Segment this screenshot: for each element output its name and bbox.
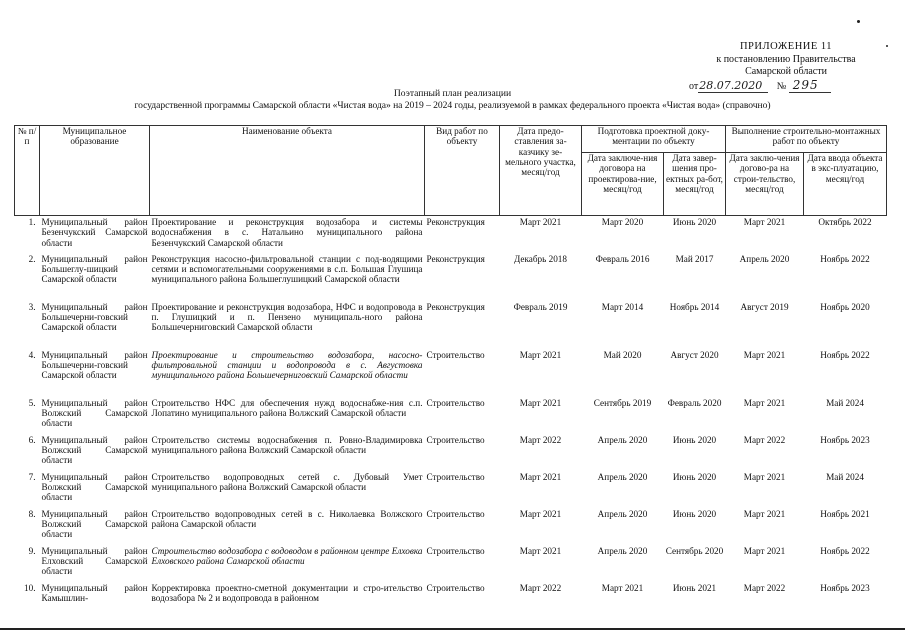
row-construction-contract: Март 2021 bbox=[743, 217, 786, 227]
table-row bbox=[15, 253, 887, 301]
row-design-end: Июнь 2020 bbox=[672, 434, 717, 445]
row-num: 5. bbox=[28, 397, 36, 408]
row-num: 10. bbox=[24, 582, 36, 593]
row-design-contract: Апрель 2020 bbox=[597, 508, 648, 519]
row-design-end: Июнь 2021 bbox=[672, 582, 717, 593]
row-object: Корректировка проектно-сметной документации и стро-ительство водозабора № 2 и водопровода в районном bbox=[151, 582, 423, 603]
row-design-end: Август 2020 bbox=[670, 349, 719, 360]
row-municipality: Муниципальный район Волжский Самарской области bbox=[41, 397, 148, 429]
table-header bbox=[15, 126, 887, 216]
row-land-date: Март 2021 bbox=[519, 545, 562, 556]
row-land-date: Декабрь 2018 bbox=[514, 253, 567, 264]
row-work-type: Строительство bbox=[426, 397, 485, 408]
row-municipality: Муниципальный район Большеглу-шицкий Самарской области bbox=[41, 253, 148, 285]
plan-title-line1: Поэтапный план реализации bbox=[393, 88, 512, 99]
table-row bbox=[15, 301, 887, 349]
row-construction-contract: Апрель 2020 bbox=[739, 253, 790, 264]
row-land-date: Февраль 2019 bbox=[513, 301, 568, 312]
row-municipality: Муниципальный район Волжский Самарской области bbox=[41, 508, 148, 540]
row-object: Строительство системы водоснабжения п. Ровно-Владимировка муниципального района Волжский Самарской области bbox=[151, 434, 423, 455]
table-row bbox=[15, 434, 887, 471]
handwritten-date: 28.07.2020 bbox=[698, 79, 768, 93]
header-num: № п/п bbox=[15, 126, 40, 216]
table-row bbox=[15, 582, 887, 622]
scan-bottom-edge bbox=[0, 628, 905, 630]
header-commissioning: Дата ввода объекта в экс-плуатацию, месяц/год bbox=[804, 153, 887, 216]
row-design-end: Июнь 2020 bbox=[672, 471, 717, 482]
header-land-date: Дата предо-ставления за-казчику зе-мельного участка, месяц/год bbox=[500, 126, 582, 216]
row-num: 3. bbox=[28, 301, 36, 312]
row-work-type: Строительство bbox=[426, 434, 485, 445]
table-body bbox=[15, 216, 887, 622]
row-design-contract: Март 2021 bbox=[601, 582, 644, 593]
row-construction-contract: Август 2019 bbox=[740, 301, 789, 312]
plan-title bbox=[0, 88, 905, 112]
header-design-end: Дата завер-шения про-ектных ра-бот, месяц/год bbox=[664, 153, 726, 216]
row-land-date: Март 2022 bbox=[519, 434, 562, 445]
row-commissioning: Ноябрь 2022 bbox=[820, 253, 870, 264]
row-commissioning: Октябрь 2022 bbox=[818, 217, 872, 227]
table-row bbox=[15, 508, 887, 545]
row-work-type: Реконструкция bbox=[426, 301, 485, 312]
row-design-end: Сентябрь 2020 bbox=[665, 545, 724, 556]
header-object: Наименование объекта bbox=[150, 126, 425, 216]
row-work-type: Строительство bbox=[426, 471, 485, 482]
row-object: Строительство НФС для обеспечения нужд водоснабже-ния с.п. Лопатино муниципального района Волжский Самарской области bbox=[151, 397, 423, 418]
row-num: 9. bbox=[28, 545, 36, 556]
table-row bbox=[15, 397, 887, 434]
row-design-contract: Февраль 2016 bbox=[595, 253, 650, 264]
row-municipality: Муниципальный район Большечерни-говский Самарской области bbox=[41, 349, 148, 381]
row-work-type: Строительство bbox=[426, 582, 485, 593]
row-design-end: Июнь 2020 bbox=[672, 217, 717, 227]
row-object: Проектирование и строительство водозабора, насосно-фильтровальной станции и водопровода в с. Августовка муниципального района Большечерниговский Самарской области bbox=[151, 349, 423, 381]
row-design-contract: Апрель 2020 bbox=[597, 434, 648, 445]
number-prefix: № bbox=[776, 80, 787, 92]
appendix-title: ПРИЛОЖЕНИЕ 11 bbox=[739, 41, 833, 52]
row-commissioning: Ноябрь 2020 bbox=[820, 301, 870, 312]
row-object: Строительство водопроводных сетей с. Дубовый Умет муниципального района Волжский Самарской области bbox=[151, 471, 423, 492]
row-object: Проектирование и реконструкция водозабора и системы водоснабжения в с. Натальино муниципального района Безенчукский Самарской области bbox=[151, 217, 423, 248]
row-design-contract: Май 2020 bbox=[603, 349, 642, 360]
header-design-group: Подготовка проектной доку-ментации по объекту bbox=[582, 126, 726, 153]
row-num: 6. bbox=[28, 434, 36, 445]
row-commissioning: Ноябрь 2023 bbox=[820, 582, 870, 593]
row-land-date: Март 2021 bbox=[519, 349, 562, 360]
row-construction-contract: Март 2021 bbox=[743, 349, 786, 360]
row-construction-contract: Март 2022 bbox=[743, 434, 786, 445]
row-work-type: Строительство bbox=[426, 508, 485, 519]
row-construction-contract: Март 2021 bbox=[743, 471, 786, 482]
row-land-date: Март 2022 bbox=[519, 582, 562, 593]
row-commissioning: Ноябрь 2021 bbox=[820, 508, 870, 519]
row-commissioning: Май 2024 bbox=[826, 397, 864, 408]
row-num: 1. bbox=[28, 217, 36, 227]
row-design-contract: Апрель 2020 bbox=[597, 545, 648, 556]
table-row bbox=[15, 545, 887, 582]
header-municipality: Муниципальное образование bbox=[40, 126, 150, 216]
row-land-date: Март 2021 bbox=[519, 508, 562, 519]
row-commissioning: Ноябрь 2022 bbox=[820, 545, 870, 556]
scan-speck bbox=[857, 20, 860, 23]
row-object: Проектирование и реконструкция водозабора, НФС и водопровода в п. Глушицкий и п. Пензено муниципаль-ного района Большечерниговский Самарской области bbox=[151, 301, 423, 333]
row-design-contract: Апрель 2020 bbox=[597, 471, 648, 482]
appendix-line: Самарской области bbox=[745, 66, 827, 77]
row-object: Строительство водопроводных сетей в с. Николаевка Волжского района Самарской области bbox=[151, 508, 423, 529]
header-design-contract: Дата заключе-ния договора на проектирова-ние, месяц/год bbox=[582, 153, 664, 216]
row-work-type: Строительство bbox=[426, 349, 485, 360]
table-row bbox=[15, 349, 887, 397]
row-object: Строительство водозабора с водоводом в районном центре Елховка Елховского района Самарской области bbox=[151, 545, 423, 566]
appendix-line: к постановлению Правительства bbox=[716, 53, 856, 65]
row-land-date: Март 2021 bbox=[519, 471, 562, 482]
row-design-end: Май 2017 bbox=[675, 253, 714, 264]
scan-speck bbox=[886, 45, 888, 47]
row-num: 8. bbox=[28, 508, 36, 519]
header-construction-contract: Дата заклю-чения догово-ра на строи-тельство, месяц/год bbox=[726, 153, 804, 216]
row-design-contract: Март 2020 bbox=[601, 217, 644, 227]
row-municipality: Муниципальный район Волжский Самарской области bbox=[41, 471, 148, 503]
row-num: 7. bbox=[28, 471, 36, 482]
date-prefix: от bbox=[689, 80, 699, 92]
handwritten-number: 295 bbox=[789, 78, 831, 93]
appendix-block bbox=[686, 41, 886, 93]
row-commissioning: Май 2024 bbox=[826, 471, 864, 482]
row-land-date: Март 2021 bbox=[519, 217, 562, 227]
row-municipality: Муниципальный район Камышлин- bbox=[41, 582, 148, 603]
row-municipality: Муниципальный район Безенчукский Самарской области bbox=[41, 217, 148, 248]
table-row bbox=[15, 471, 887, 508]
row-design-end: Июнь 2020 bbox=[672, 508, 717, 519]
row-commissioning: Ноябрь 2022 bbox=[820, 349, 870, 360]
row-object: Реконструкция насосно-фильтровальной станции с под-водящими сетями и вспомогательными сооружениями в с.п. Большая Глушица муниципального района Большеглушицкий Самарской области bbox=[151, 253, 423, 285]
table-row bbox=[15, 216, 887, 253]
row-work-type: Реконструкция bbox=[426, 253, 485, 264]
row-design-end: Февраль 2020 bbox=[667, 397, 722, 408]
header-work-type: Вид работ по объекту bbox=[425, 126, 500, 216]
row-construction-contract: Март 2021 bbox=[743, 508, 786, 519]
row-num: 4. bbox=[28, 349, 36, 360]
row-work-type: Строительство bbox=[426, 545, 485, 556]
header-construction-group: Выполнение строительно-монтажных работ по объекту bbox=[726, 126, 887, 153]
row-construction-contract: Март 2021 bbox=[743, 397, 786, 408]
row-construction-contract: Март 2021 bbox=[743, 545, 786, 556]
row-municipality: Муниципальный район Большечерни-говский Самарской области bbox=[41, 301, 148, 333]
row-design-contract: Сентябрь 2019 bbox=[593, 397, 652, 408]
row-num: 2. bbox=[28, 253, 36, 264]
row-construction-contract: Март 2022 bbox=[743, 582, 786, 593]
row-work-type: Реконструкция bbox=[426, 217, 485, 227]
row-municipality: Муниципальный район Волжский Самарской области bbox=[41, 434, 148, 466]
row-municipality: Муниципальный район Елховский Самарской области bbox=[41, 545, 148, 577]
row-design-end: Ноябрь 2014 bbox=[669, 301, 720, 312]
plan-table bbox=[14, 125, 887, 622]
row-commissioning: Ноябрь 2023 bbox=[820, 434, 870, 445]
plan-title-line2: государственной программы Самарской области «Чистая вода» на 2019 – 2024 годы, реализуемой в рамках федерального проекта «Чистая вода» (справочно) bbox=[134, 100, 771, 111]
row-land-date: Март 2021 bbox=[519, 397, 562, 408]
row-design-contract: Март 2014 bbox=[601, 301, 644, 312]
